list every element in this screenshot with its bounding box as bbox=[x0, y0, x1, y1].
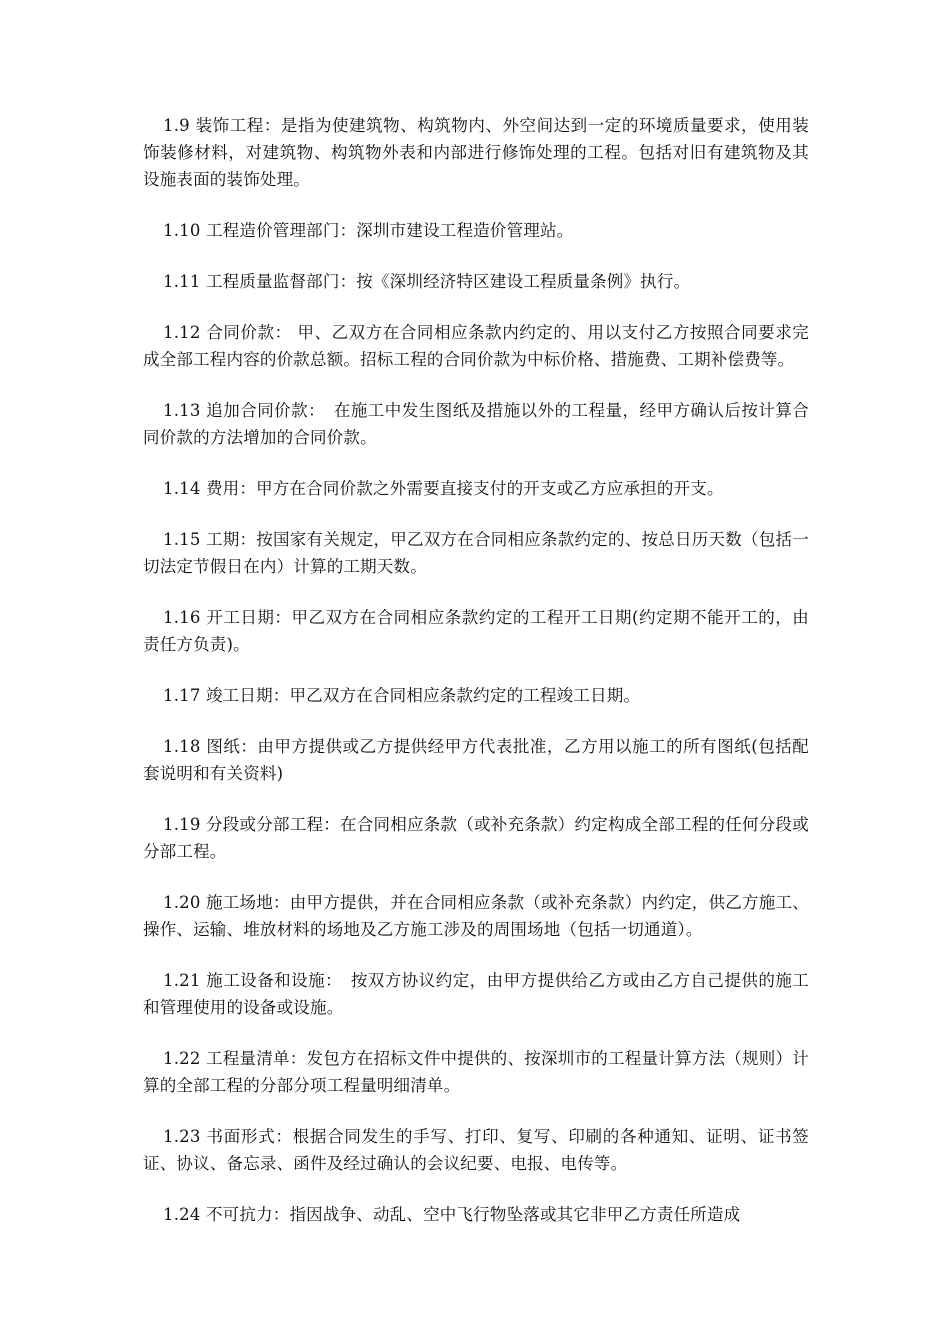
clause-1-17: 1.17 竣工日期：甲乙双方在合同相应条款约定的工程竣工日期。 bbox=[163, 686, 641, 705]
clause-1-23: 1.23 书面形式：根据合同发生的手写、打印、复写、印刷的各种通知、证明、证书签证、协议、备忘录、函件及经过确认的会议纪要、电报、电传等。 bbox=[143, 1127, 809, 1173]
clause-1-21: 1.21 施工设备和设施： 按双方协议约定，由甲方提供给乙方或由乙方自己提供的施工和管理使用的设备或设施。 bbox=[143, 971, 809, 1017]
clause-1-18: 1.18 图纸：由甲方提供或乙方提供经甲方代表批准，乙方用以施工的所有图纸(包括配套说明和有关资料) bbox=[143, 737, 809, 783]
clause-1-14: 1.14 费用：甲方在合同价款之外需要直接支付的开支或乙方应承担的开支。 bbox=[163, 479, 724, 498]
clause-1-12: 1.12 合同价款： 甲、乙双方在合同相应条款内约定的、用以支付乙方按照合同要求完成全部工程内容的价款总额。招标工程的合同价款为中标价格、措施费、工期补偿费等。 bbox=[143, 323, 809, 369]
clause-1-15: 1.15 工期：按国家有关规定，甲乙双方在合同相应条款约定的、按总日历天数（包括一切法定节假日在内）计算的工期天数。 bbox=[143, 530, 809, 576]
clause-1-24: 1.24 不可抗力：指因战争、动乱、空中飞行物坠落或其它非甲乙方责任所造成 bbox=[163, 1205, 741, 1224]
clause-1-9: 1.9 装饰工程：是指为使建筑物、构筑物内、外空间达到一定的环境质量要求，使用装饰装修材料，对建筑物、构筑物外表和内部进行修饰处理的工程。包括对旧有建筑物及其设施表面的装饰处理。 bbox=[143, 116, 809, 189]
clause-1-11: 1.11 工程质量监督部门：按《深圳经济特区建设工程质量条例》执行。 bbox=[163, 272, 691, 291]
clause-1-19: 1.19 分段或分部工程：在合同相应条款（或补充条款）约定构成全部工程的任何分段或分部工程。 bbox=[143, 815, 809, 861]
clause-1-20: 1.20 施工场地：由甲方提供，并在合同相应条款（或补充条款）内约定，供乙方施工、操作、运输、堆放材料的场地及乙方施工涉及的周围场地（包括一切通道）。 bbox=[143, 893, 809, 939]
clause-1-13: 1.13 追加合同价款： 在施工中发生图纸及措施以外的工程量，经甲方确认后按计算合同价款的方法增加的合同价款。 bbox=[143, 401, 809, 447]
clause-1-10: 1.10 工程造价管理部门：深圳市建设工程造价管理站。 bbox=[163, 221, 574, 240]
clause-1-22: 1.22 工程量清单：发包方在招标文件中提供的、按深圳市的工程量计算方法（规则）计算的全部工程的分部分项工程量明细清单。 bbox=[143, 1049, 809, 1095]
document-body bbox=[143, 112, 809, 1252]
clause-1-16: 1.16 开工日期：甲乙双方在合同相应条款约定的工程开工日期(约定期不能开工的，由责任方负责)。 bbox=[143, 608, 809, 654]
